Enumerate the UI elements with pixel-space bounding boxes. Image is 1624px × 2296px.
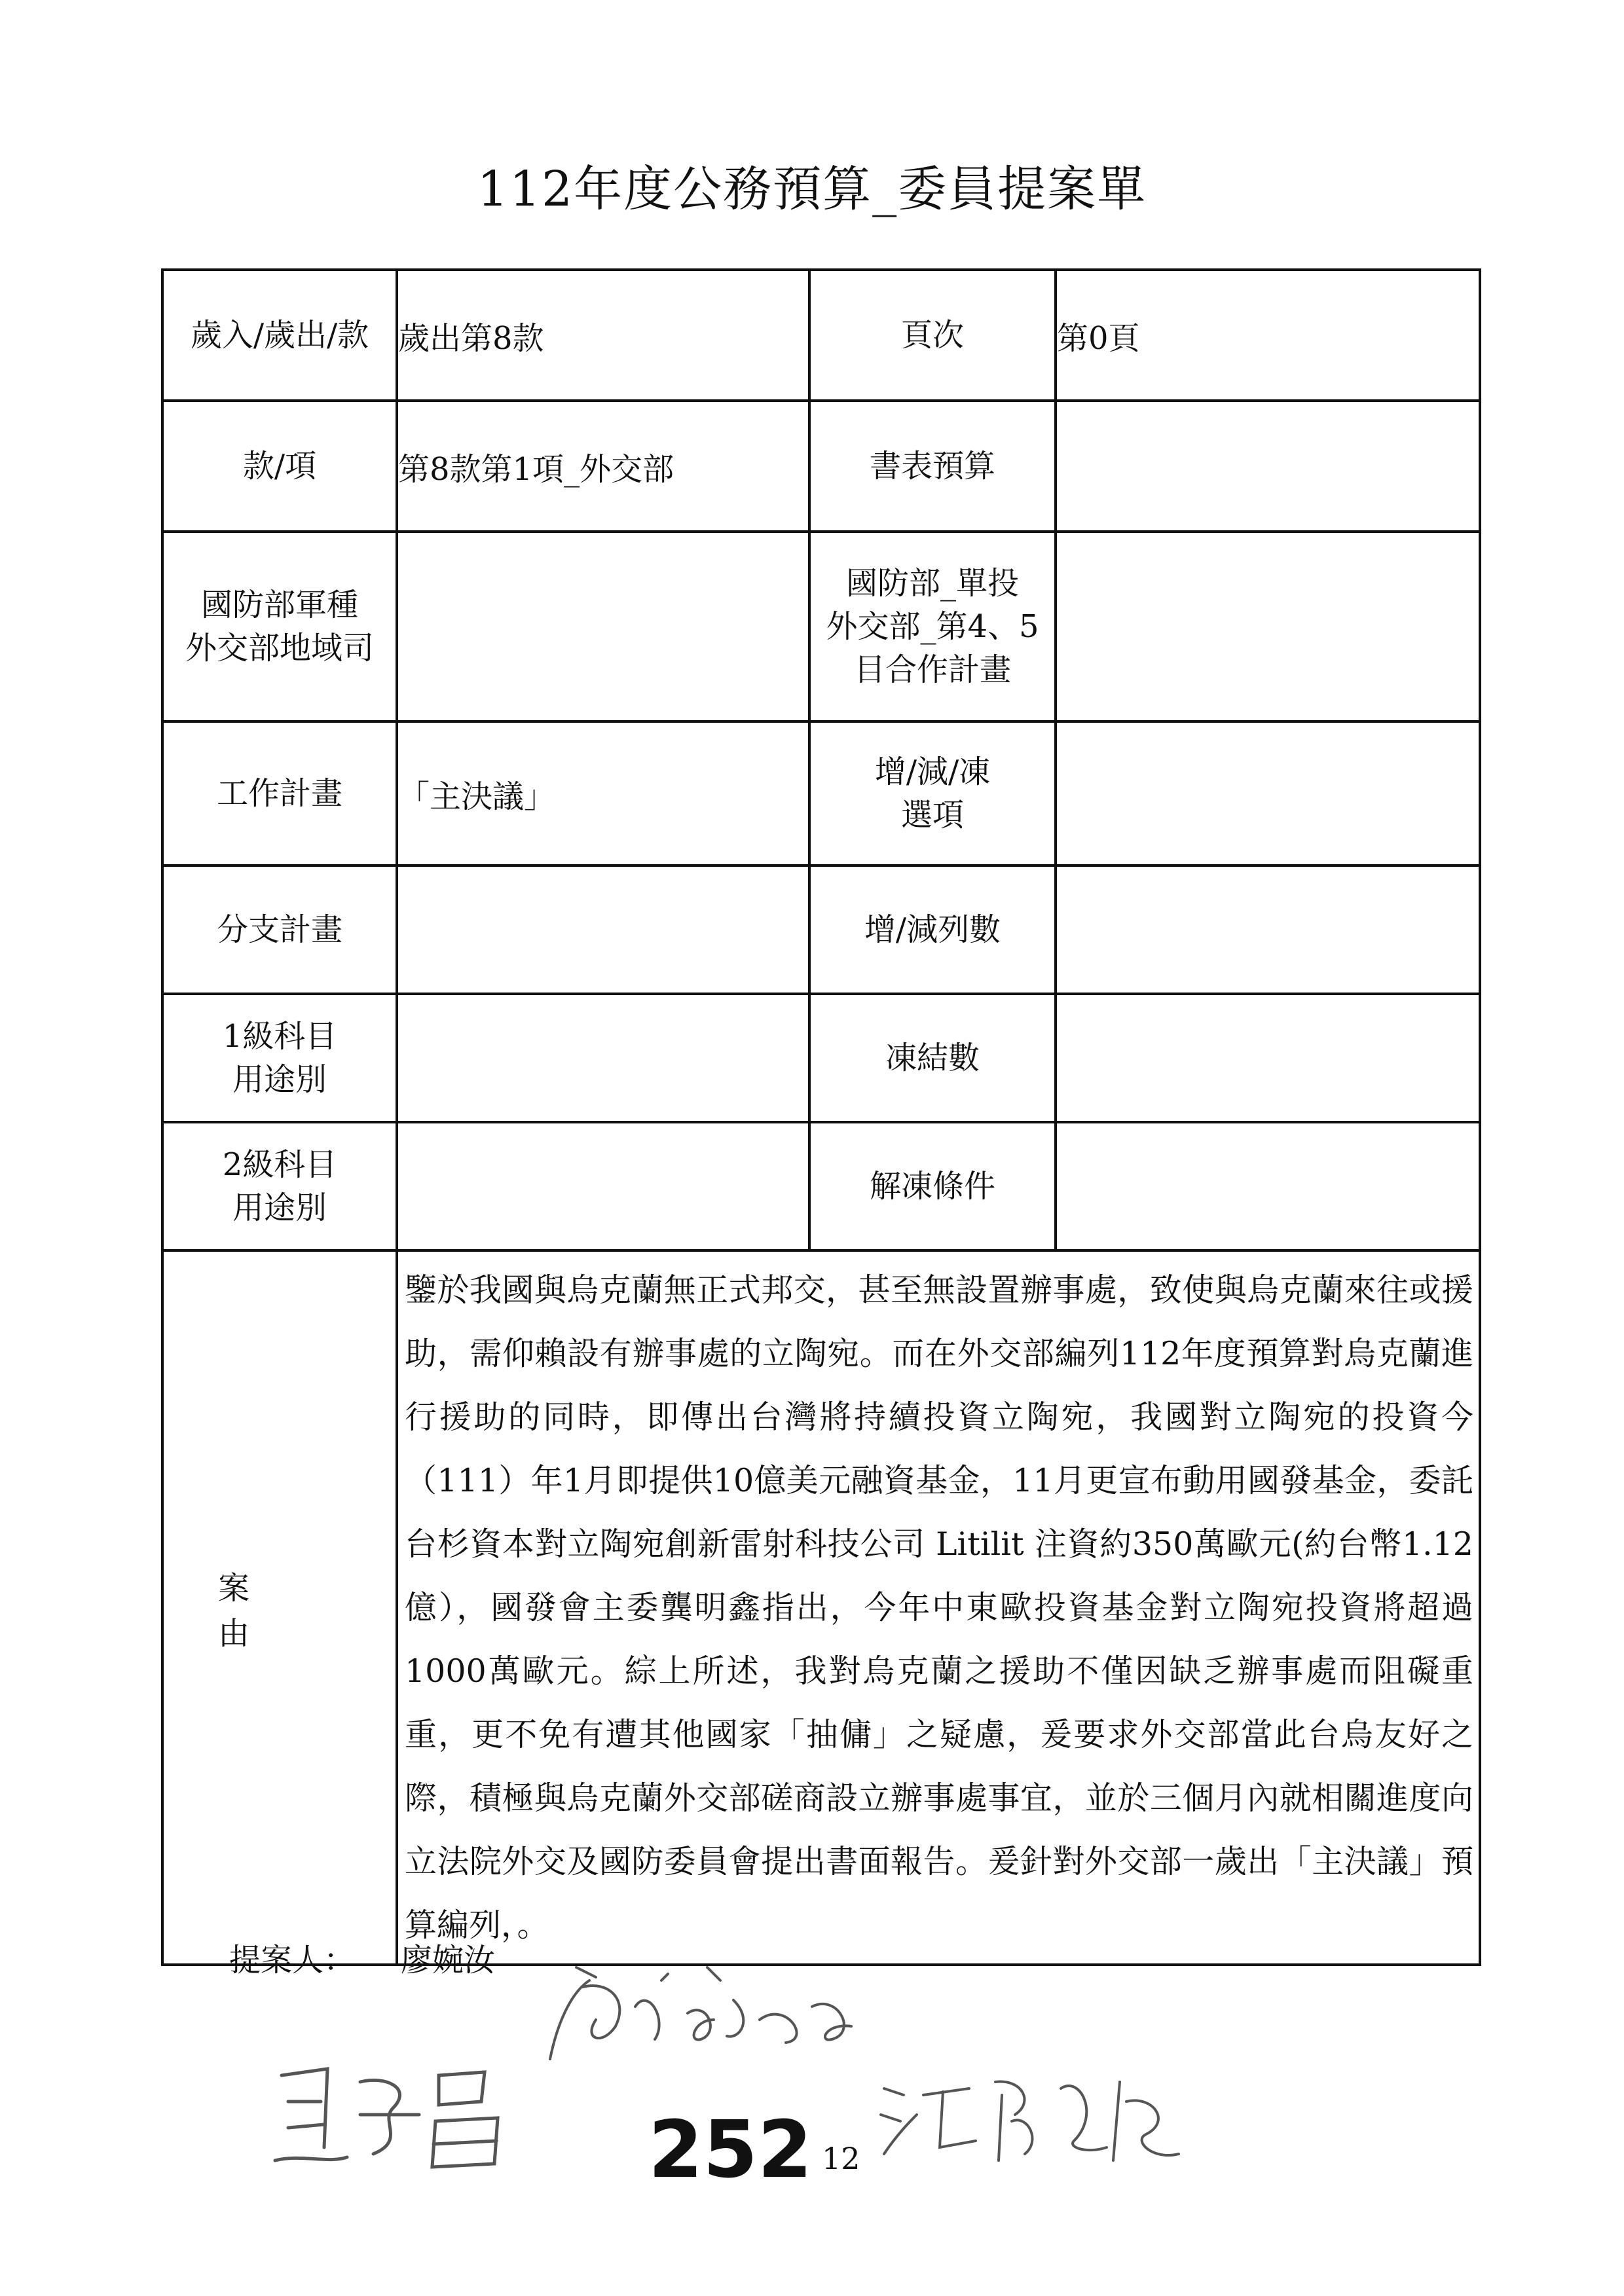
form-row <box>162 866 1480 994</box>
field-value <box>397 994 809 1122</box>
field-label: 增/減列數 <box>809 866 1056 994</box>
field-value: 歲出第8款 <box>397 270 809 401</box>
field-value <box>1056 721 1480 866</box>
reason-text: 鑒於我國與烏克蘭無正式邦交，甚至無設置辦事處，致使與烏克蘭來往或援助，需仰賴設有辦事處的立陶宛。而在外交部編列112年度預算對烏克蘭進行援助的同時，即傳出台灣將持續投資立陶宛，我國對立陶宛的投資今（111）年1月即提供10億美元融資基金，11月更宣布動用國發基金，委託台杉資本對立陶宛創新雷射科技公司 Litilit 注資約350萬歐元(約台幣1.12億），國發會主委龔明鑫指出，今年中東歐投資基金對立陶宛投資將超過1000萬歐元。綜上所述，我對烏克蘭之援助不僅因缺乏辦事處而阻礙重重，更不免有遭其他國家「抽傭」之疑慮，爰要求外交部當此台烏友好之際，積極與烏克蘭外交部磋商設立辦事處事宜，並於三個月內就相關進度向立法院外交及國防委員會提出書面報告。爰針對外交部一歲出「主決議」預算編列，。 <box>405 1271 1473 1944</box>
field-label: 頁次 <box>809 270 1056 401</box>
form-row <box>162 532 1480 721</box>
field-label: 書表預算 <box>809 401 1056 532</box>
field-label: 國防部_單投 外交部_第4、5 目合作計畫 <box>809 532 1056 721</box>
field-value <box>1056 866 1480 994</box>
field-label: 2級科目 用途別 <box>162 1122 397 1250</box>
field-value: 「主決議」 <box>397 721 809 866</box>
field-value <box>1056 1122 1480 1250</box>
field-label: 1級科目 用途別 <box>162 994 397 1122</box>
field-label: 工作計畫 <box>162 721 397 866</box>
form-row <box>162 270 1480 401</box>
reason-row <box>162 1250 1480 1965</box>
stamp-number: 252 <box>648 2105 813 2196</box>
field-label: 國防部軍種 外交部地域司 <box>162 532 397 721</box>
handwritten-signature-1 <box>537 1961 877 2072</box>
field-value <box>397 866 809 994</box>
field-value: 第0頁 <box>1056 270 1480 401</box>
form-row <box>162 721 1480 866</box>
field-label: 解凍條件 <box>809 1122 1056 1250</box>
page-number: 12 <box>822 2141 860 2176</box>
field-value <box>1056 532 1480 721</box>
proposer-label: 提案人： <box>229 1942 356 1978</box>
handwritten-signature-3 <box>871 2056 1198 2174</box>
field-label: 款/項 <box>162 401 397 532</box>
field-label: 歲入/歲出/款 <box>162 270 397 401</box>
form-row <box>162 1122 1480 1250</box>
reason-label: 案由 <box>162 1250 397 1965</box>
form-row <box>162 994 1480 1122</box>
field-label: 凍結數 <box>809 994 1056 1122</box>
handwritten-signature-2 <box>262 2049 537 2180</box>
field-value <box>397 532 809 721</box>
proposal-form-table <box>161 268 1481 1966</box>
form-row <box>162 401 1480 532</box>
field-label: 分支計畫 <box>162 866 397 994</box>
field-label: 增/減/凍 選項 <box>809 721 1056 866</box>
field-value: 第8款第1項_外交部 <box>397 401 809 532</box>
reason-cell <box>397 1250 1480 1965</box>
field-value <box>1056 994 1480 1122</box>
proposer-name: 廖婉汝 <box>401 1942 496 1978</box>
field-value <box>397 1122 809 1250</box>
page-title: 112年度公務預算_委員提案單 <box>477 161 1147 217</box>
field-value <box>1056 401 1480 532</box>
